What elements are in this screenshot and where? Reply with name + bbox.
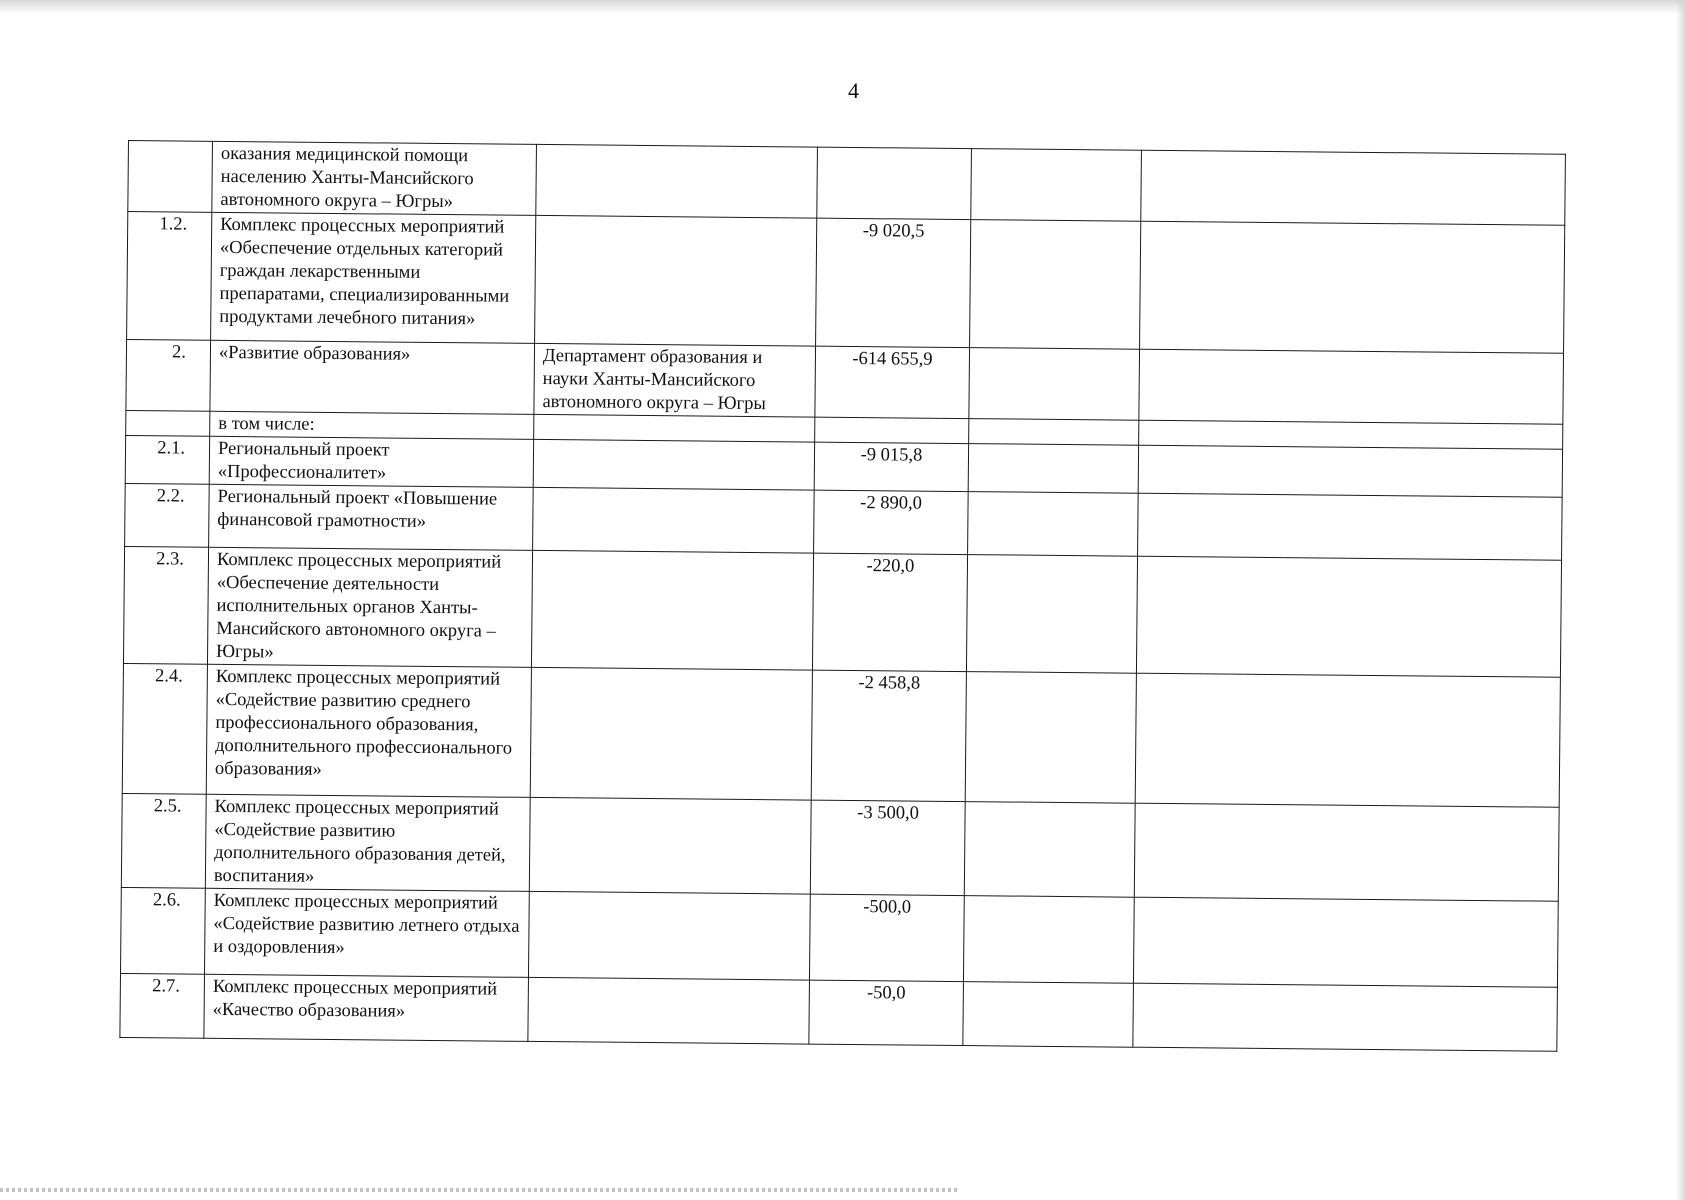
program-name-cell: Комплекс процессных мероприятий «Содействие развитию летнего отдыха и оздоровления»	[204, 888, 529, 977]
executor-cell	[531, 550, 813, 670]
program-name-cell: Комплекс процессных мероприятий «Содействие развитию дополнительного образования детей, воспитания»	[205, 794, 530, 891]
scan-edge-bottom	[0, 1188, 960, 1192]
row-number-cell: 2.7.	[120, 973, 205, 1038]
executor-cell	[533, 439, 814, 490]
row-number-cell: 1.2.	[127, 212, 212, 341]
column5-cell	[966, 555, 1137, 674]
column5-cell	[964, 802, 1135, 898]
amount-cell: -2 458,8	[811, 670, 966, 801]
table-row	[127, 212, 1565, 354]
row-number-cell: 2.1.	[125, 435, 209, 484]
amount-cell: -2 890,0	[814, 490, 969, 554]
row-number-cell: 2.5.	[121, 793, 206, 888]
amount-cell: -220,0	[812, 553, 967, 671]
amount-cell: -9 015,8	[814, 442, 968, 491]
column6-cell	[1141, 150, 1566, 225]
program-name-cell: Региональный проект «Профессионалитет»	[209, 436, 533, 487]
executor-cell	[536, 144, 818, 218]
executor-cell: Департамент образования и науки Ханты-Мансийского автономного округа – Югры	[534, 343, 816, 417]
program-name-cell: Региональный проект «Повышение финансовой грамотности»	[209, 484, 534, 550]
table-row	[120, 887, 1558, 987]
column6-cell	[1138, 493, 1563, 560]
budget-table	[119, 140, 1566, 1052]
executor-cell	[533, 487, 815, 553]
row-number-cell: 2.	[126, 339, 211, 411]
column6-cell	[1134, 803, 1559, 901]
column5-cell	[968, 444, 1138, 494]
amount-cell	[815, 417, 969, 443]
amount-cell: -500,0	[809, 894, 964, 981]
column5-cell	[963, 982, 1134, 1048]
row-number-cell: 2.2.	[125, 483, 210, 547]
row-number-cell	[128, 141, 213, 213]
table-row	[120, 973, 1558, 1051]
scan-edge-right	[1676, 0, 1686, 1200]
column5-cell	[970, 220, 1141, 350]
executor-cell	[530, 667, 812, 800]
column6-cell	[1139, 349, 1564, 424]
executor-cell	[528, 891, 810, 980]
program-name-cell: в том числе:	[210, 411, 534, 439]
amount-cell: -614 655,9	[815, 346, 970, 418]
scan-edge-top	[0, 0, 1686, 14]
program-name-cell: Комплекс процессных мероприятий «Качество образования»	[204, 974, 529, 1041]
table-row	[122, 663, 1560, 807]
column5-cell	[971, 149, 1142, 222]
budget-table-container	[119, 140, 1566, 1052]
row-number-cell: 2.3.	[123, 546, 208, 664]
row-number-cell: 2.6.	[120, 887, 205, 974]
executor-cell	[528, 977, 810, 1044]
column6-cell	[1133, 897, 1558, 987]
column6-cell	[1136, 556, 1561, 677]
column6-cell	[1135, 673, 1560, 807]
table-row	[128, 141, 1566, 226]
amount-cell: -50,0	[809, 980, 964, 1045]
program-name-cell: «Развитие образования»	[210, 340, 535, 414]
column6-cell	[1140, 221, 1565, 353]
amount-cell: -9 020,5	[816, 218, 971, 347]
executor-cell	[529, 797, 811, 894]
column6-cell	[1133, 983, 1558, 1051]
executor-cell	[535, 215, 817, 346]
program-name-cell: Комплекс процессных мероприятий «Обеспечение деятельности исполнительных органов Ханты-Мансийского автономного округа – Югры»	[207, 547, 532, 667]
program-name-cell: Комплекс процессных мероприятий «Содействие развитию среднего профессионального образования, дополнительного профессионального образования»	[206, 664, 531, 797]
column5-cell	[963, 896, 1134, 984]
program-name-cell: Комплекс процессных мероприятий «Обеспечение отдельных категорий граждан лекарственными препаратами, специализированными продуктами лечебного питания»	[211, 212, 536, 343]
executor-cell	[534, 414, 815, 442]
amount-cell: -3 500,0	[810, 800, 965, 895]
column5-cell	[969, 419, 1139, 446]
program-name-cell: оказания медицинской помощи населению Ханты-Мансийского автономного округа – Югры»	[212, 141, 537, 215]
row-number-cell	[126, 410, 210, 436]
amount-cell	[817, 147, 972, 219]
table-body	[120, 141, 1566, 1052]
column6-cell	[1138, 445, 1562, 497]
column5-cell	[965, 672, 1136, 804]
page-number: 4	[848, 78, 859, 103]
table-row	[123, 546, 1561, 677]
table-row	[121, 793, 1559, 901]
column5-cell	[969, 348, 1140, 421]
row-number-cell: 2.4.	[122, 663, 207, 794]
column5-cell	[968, 492, 1139, 557]
